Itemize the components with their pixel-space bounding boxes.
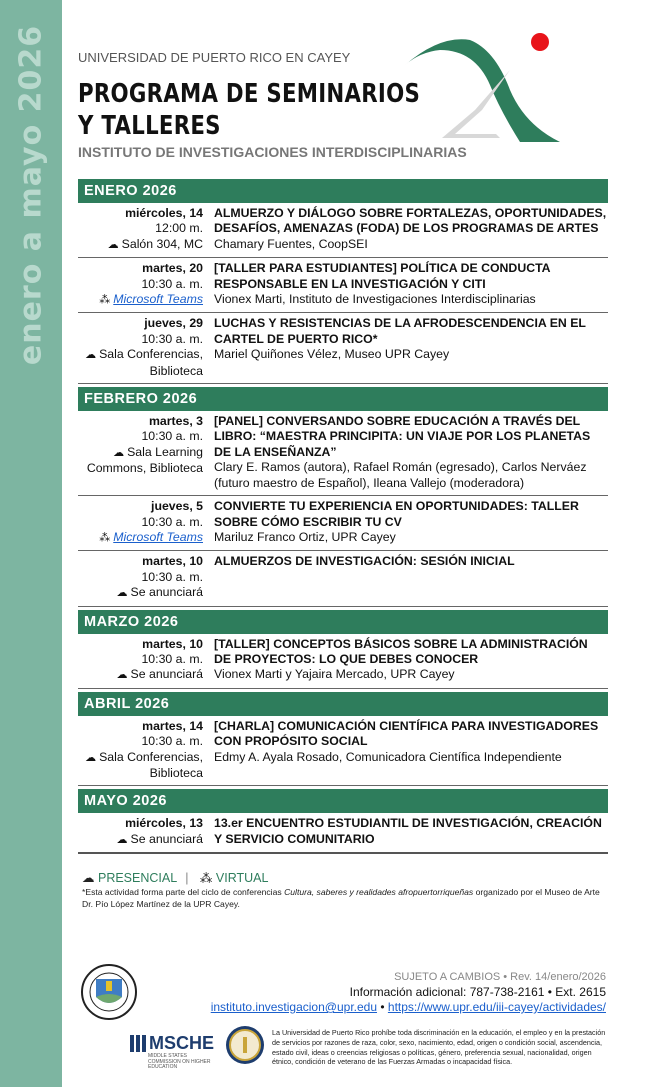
page-title (78, 78, 420, 142)
event-speakers: Edmy A. Ayala Rosado, Comunicadora Científica Independiente (214, 749, 562, 764)
msche-subtitle: MIDDLE STATES COMMISSION ON HIGHER EDUCATION (148, 1053, 211, 1070)
event-title: 13.er ENCUENTRO ESTUDIANTIL DE INVESTIGACIÓN, CREACIÓN Y SERVICIO COMUNITARIO (214, 816, 602, 846)
event-row (78, 313, 608, 384)
event-day: martes, 3 (148, 414, 203, 429)
event-day: jueves, 5 (151, 499, 203, 514)
title-line-1: PROGRAMA DE SEMINARIOS (78, 79, 421, 109)
month-header: FEBRERO 2026 (78, 387, 608, 411)
msche-bar (142, 1035, 146, 1052)
event-title: [TALLER] CONCEPTOS BÁSICOS SOBRE LA ADMINISTRACIÓN DE PROYECTOS: LO QUE DEBES CONOCER (214, 636, 588, 666)
event-speakers: Vionex Marti, Instituto de Investigaciones Interdisciplinarias (214, 292, 536, 307)
institute-name: INSTITUTO DE INVESTIGACIONES INTERDISCIPLINARIAS (78, 144, 467, 160)
month-header: ENERO 2026 (78, 179, 608, 203)
event-speakers: Chamary Fuentes, CoopSEI (214, 236, 368, 251)
event-details (203, 316, 608, 379)
event-place: Se anunciará (130, 831, 203, 846)
institute-logo (400, 30, 570, 145)
schedule (78, 176, 608, 854)
presencial-icon: ☁ (85, 751, 97, 764)
event-place: Se anunciará (130, 667, 203, 682)
event-details (203, 719, 608, 782)
event-speakers: Mariluz Franco Ortiz, UPR Cayey (214, 529, 396, 544)
note-text-end: organizado por el Museo de Arte Dr. Pío López Martínez de la UPR Cayey. (82, 887, 600, 909)
event-speakers: Vionex Marti y Yajaira Mercado, UPR Cayey (214, 667, 455, 682)
month-header: ABRIL 2026 (78, 692, 608, 716)
event-day: jueves, 29 (144, 316, 203, 331)
event-place: Sala Conferencias, Biblioteca (99, 749, 203, 780)
event-details (203, 554, 608, 601)
phone-info: Información adicional: 787-738-2161 • Ext. 2615 (349, 985, 606, 999)
event-day: miércoles, 14 (125, 206, 203, 220)
msche-logo (130, 1033, 222, 1071)
event-details (203, 414, 608, 491)
event-row (78, 258, 608, 313)
event-when (78, 554, 203, 601)
event-details (203, 206, 608, 253)
presencial-icon: ☁ (107, 238, 119, 251)
event-when (78, 316, 203, 379)
presencial-icon: ☁ (113, 446, 125, 459)
university-name: UNIVERSIDAD DE PUERTO RICO EN CAYEY (78, 50, 351, 65)
event-place: Se anunciará (130, 585, 203, 600)
footnote (82, 886, 602, 910)
event-when (78, 206, 203, 253)
event-time: 10:30 a. m. (141, 569, 203, 584)
teams-link[interactable]: Microsoft Teams (113, 529, 203, 544)
event-details (203, 816, 608, 848)
event-title: [CHARLA] COMUNICACIÓN CIENTÍFICA PARA INVESTIGADORES CON PROPÓSITO SOCIAL (214, 718, 599, 749)
sidebar-date-range: enero a mayo 2026 (13, 24, 49, 366)
event-row (78, 411, 608, 496)
event-when (78, 261, 203, 308)
event-speakers: Clary E. Ramos (autora), Rafael Román (egresado), Carlos Nerváez (futuro maestro de Español), Ileana Vallejo (moderadora) (214, 460, 587, 490)
upr-cayey-seal (80, 963, 138, 1021)
event-place: Sala Learning Commons, Biblioteca (86, 444, 203, 476)
event-place: Salón 304, MC (121, 236, 203, 251)
event-time: 10:30 a. m. (141, 514, 203, 529)
event-row (78, 496, 608, 551)
non-discrimination-notice: La Universidad de Puerto Rico prohíbe toda discriminación en la educación, el empleo y en la prestación de servicios por razones de raza, color, sexo, nacimiento, edad, origen o condición social, ascendencia, estado civil, ideas o creencias religiosas o políticas, género, preferencia sexual, nacionalidad, origen étnico, condición de veterano de las Fuerzas Armadas o incapacidad física. (272, 1028, 606, 1067)
revision-note: SUJETO A CAMBIOS • Rev. 14/enero/2026 (394, 971, 606, 983)
event-title: ALMUERZO Y DIÁLOGO SOBRE FORTALEZAS, OPORTUNIDADES, DESAFÍOS, AMENAZAS (FODA) DE LOS PROGRAMAS DE ARTES (214, 206, 607, 236)
event-day: miércoles, 13 (125, 816, 203, 831)
virtual-icon: ⁂ (99, 294, 111, 307)
event-row (78, 716, 608, 787)
event-title: ALMUERZOS DE INVESTIGACIÓN: SESIÓN INICIAL (214, 554, 515, 569)
event-details (203, 637, 608, 684)
event-details (203, 261, 608, 308)
event-time: 10:30 a. m. (141, 429, 203, 444)
event-when (78, 414, 203, 491)
legend-presencial: PRESENCIAL (97, 871, 178, 885)
teams-link[interactable]: Microsoft Teams (113, 292, 203, 307)
event-row (78, 551, 608, 606)
contact-info (211, 970, 606, 1015)
event-title: LUCHAS Y RESISTENCIAS DE LA AFRODESCENDENCIA EN EL CARTEL DE PUERTO RICO* (214, 316, 586, 346)
event-day: martes, 20 (142, 261, 203, 276)
event-row (78, 634, 608, 689)
event-day: martes, 14 (142, 718, 203, 733)
event-details (203, 499, 608, 546)
separator: • (377, 1000, 388, 1014)
event-day: martes, 10 (142, 554, 203, 569)
event-when (78, 816, 203, 848)
event-title: [PANEL] CONVERSANDO SOBRE EDUCACIÓN A TRAVÉS DEL LIBRO: “MAESTRA PRINCIPITA: UN VIAJE POR LOS PLANETAS DE LA ENSEÑANZA” (214, 414, 591, 459)
presencial-icon: ☁ (116, 587, 128, 600)
event-row (78, 203, 608, 258)
presencial-icon: ☁ (116, 669, 128, 682)
accreditation-seal (225, 1025, 265, 1065)
title-line-2: Y TALLERES (78, 111, 221, 141)
presencial-icon: ☁ (85, 349, 97, 362)
event-time: 10:30 a. m. (141, 276, 203, 291)
msche-bar (136, 1035, 140, 1052)
month-header: MARZO 2026 (78, 610, 608, 634)
msche-bar (130, 1035, 134, 1052)
event-day: martes, 10 (142, 636, 203, 651)
event-time: 12:00 m. (155, 221, 203, 236)
event-when (78, 499, 203, 546)
event-time: 10:30 a. m. (141, 331, 203, 346)
event-place: Sala Conferencias, Biblioteca (99, 347, 203, 378)
event-speakers: Mariel Quiñones Vélez, Museo UPR Cayey (214, 347, 450, 362)
msche-text: MSCHE (149, 1033, 215, 1053)
event-row (78, 813, 608, 854)
note-text: *Esta actividad forma parte del ciclo de conferencias (82, 887, 285, 897)
month-header: MAYO 2026 (78, 789, 608, 813)
event-time: 10:30 a. m. (141, 651, 203, 666)
legend-virtual: VIRTUAL (215, 871, 269, 885)
note-italic: Cultura, saberes y realidades afropuertorriqueñas (284, 887, 474, 897)
event-when (78, 719, 203, 782)
event-when (78, 637, 203, 684)
virtual-icon: ⁂ (99, 531, 111, 544)
virtual-icon: ⁂ (199, 871, 213, 885)
presencial-icon: ☁ (116, 833, 128, 846)
presencial-icon: ☁ (82, 871, 95, 885)
sidebar-band (0, 0, 62, 1087)
event-title: [TALLER PARA ESTUDIANTES] POLÍTICA DE CONDUCTA RESPONSABLE EN LA INVESTIGACIÓN Y CITI (214, 261, 551, 291)
event-title: CONVIERTE TU EXPERIENCIA EN OPORTUNIDADES: TALLER SOBRE CÓMO ESCRIBIR TU CV (214, 499, 579, 529)
email-link[interactable]: instituto.investigacion@upr.edu (210, 1000, 378, 1014)
legend: ☁ PRESENCIAL | ⁂ VIRTUAL (82, 871, 269, 885)
website-link[interactable]: https://www.upr.edu/iii-cayey/actividades/ (387, 1000, 606, 1014)
event-time: 10:30 a. m. (141, 734, 203, 749)
